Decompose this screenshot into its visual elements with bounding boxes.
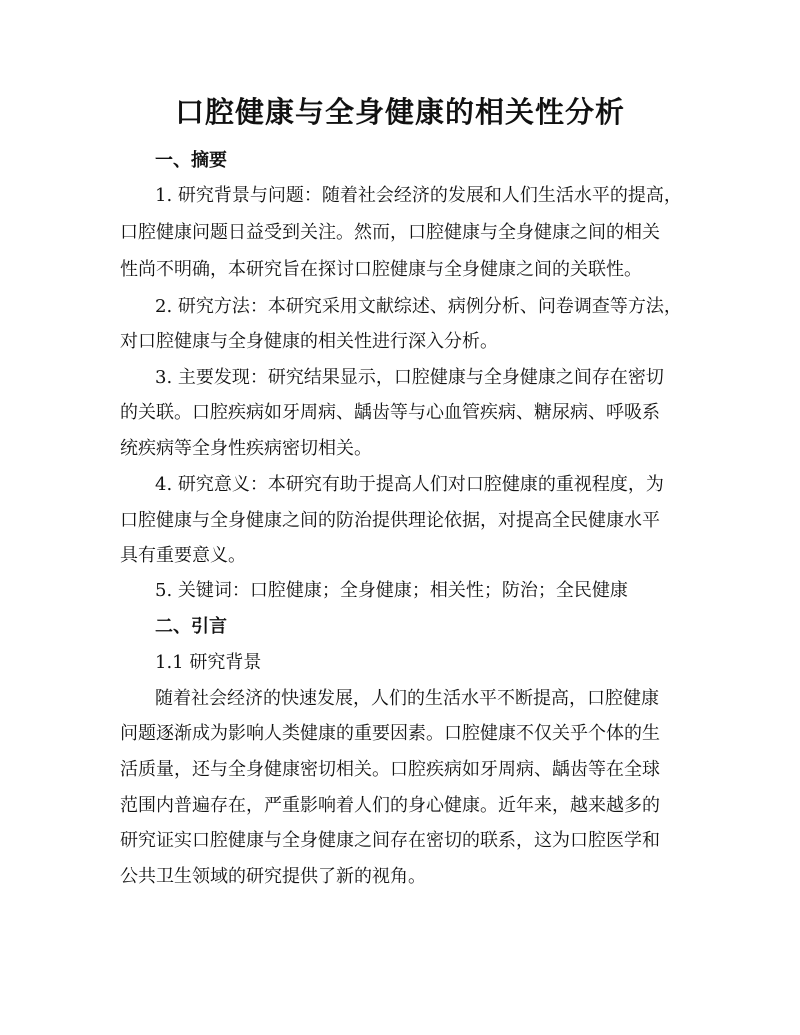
section-heading-introduction: 二、引言 — [155, 616, 227, 637]
abstract-item-1-line-1: 1. 研究背景与问题：随着社会经济的发展和人们生活水平的提高， — [155, 185, 682, 206]
abstract-item-3-line-2: 的关联。口腔疾病如牙周病、龋齿等与心血管疾病、糖尿病、呼吸系 — [120, 402, 660, 423]
abstract-item-4-line-1: 4. 研究意义：本研究有助于提高人们对口腔健康的重视程度，为 — [155, 474, 664, 495]
intro-paragraph-line-5: 研究证实口腔健康与全身健康之间存在密切的联系，这为口腔医学和 — [120, 830, 660, 851]
intro-paragraph-line-2: 问题逐渐成为影响人类健康的重要因素。口腔健康不仅关乎个体的生 — [120, 723, 660, 744]
intro-paragraph-line-4: 范围内普遍存在，严重影响着人们的身心健康。近年来，越来越多的 — [120, 795, 660, 816]
document-title: 口腔健康与全身健康的相关性分析 — [174, 95, 625, 129]
abstract-item-2-line-1: 2. 研究方法：本研究采用文献综述、病例分析、问卷调查等方法， — [155, 296, 682, 317]
abstract-item-3-line-1: 3. 主要发现：研究结果显示，口腔健康与全身健康之间存在密切 — [155, 367, 664, 388]
abstract-item-3-line-3: 统疾病等全身性疾病密切相关。 — [120, 438, 372, 459]
subsection-heading-background: 1.1 研究背景 — [155, 652, 262, 673]
abstract-item-4-line-2: 口腔健康与全身健康之间的防治提供理论依据，对提高全民健康水平 — [120, 510, 660, 531]
abstract-item-2-line-2: 对口腔健康与全身健康的相关性进行深入分析。 — [120, 331, 498, 352]
intro-paragraph-line-3: 活质量，还与全身健康密切相关。口腔疾病如牙周病、龋齿等在全球 — [120, 759, 660, 780]
section-heading-abstract: 一、摘要 — [155, 150, 227, 171]
intro-paragraph-line-6: 公共卫生领域的研究提供了新的视角。 — [120, 866, 426, 887]
abstract-item-4-line-3: 具有重要意义。 — [120, 545, 246, 566]
abstract-item-1-line-3: 性尚不明确，本研究旨在探讨口腔健康与全身健康之间的关联性。 — [120, 259, 642, 280]
abstract-item-5-keywords: 5. 关键词：口腔健康；全身健康；相关性；防治；全民健康 — [155, 580, 628, 601]
intro-paragraph-line-1: 随着社会经济的快速发展，人们的生活水平不断提高，口腔健康 — [155, 688, 659, 709]
abstract-item-1-line-2: 口腔健康问题日益受到关注。然而，口腔健康与全身健康之间的相关 — [120, 222, 660, 243]
